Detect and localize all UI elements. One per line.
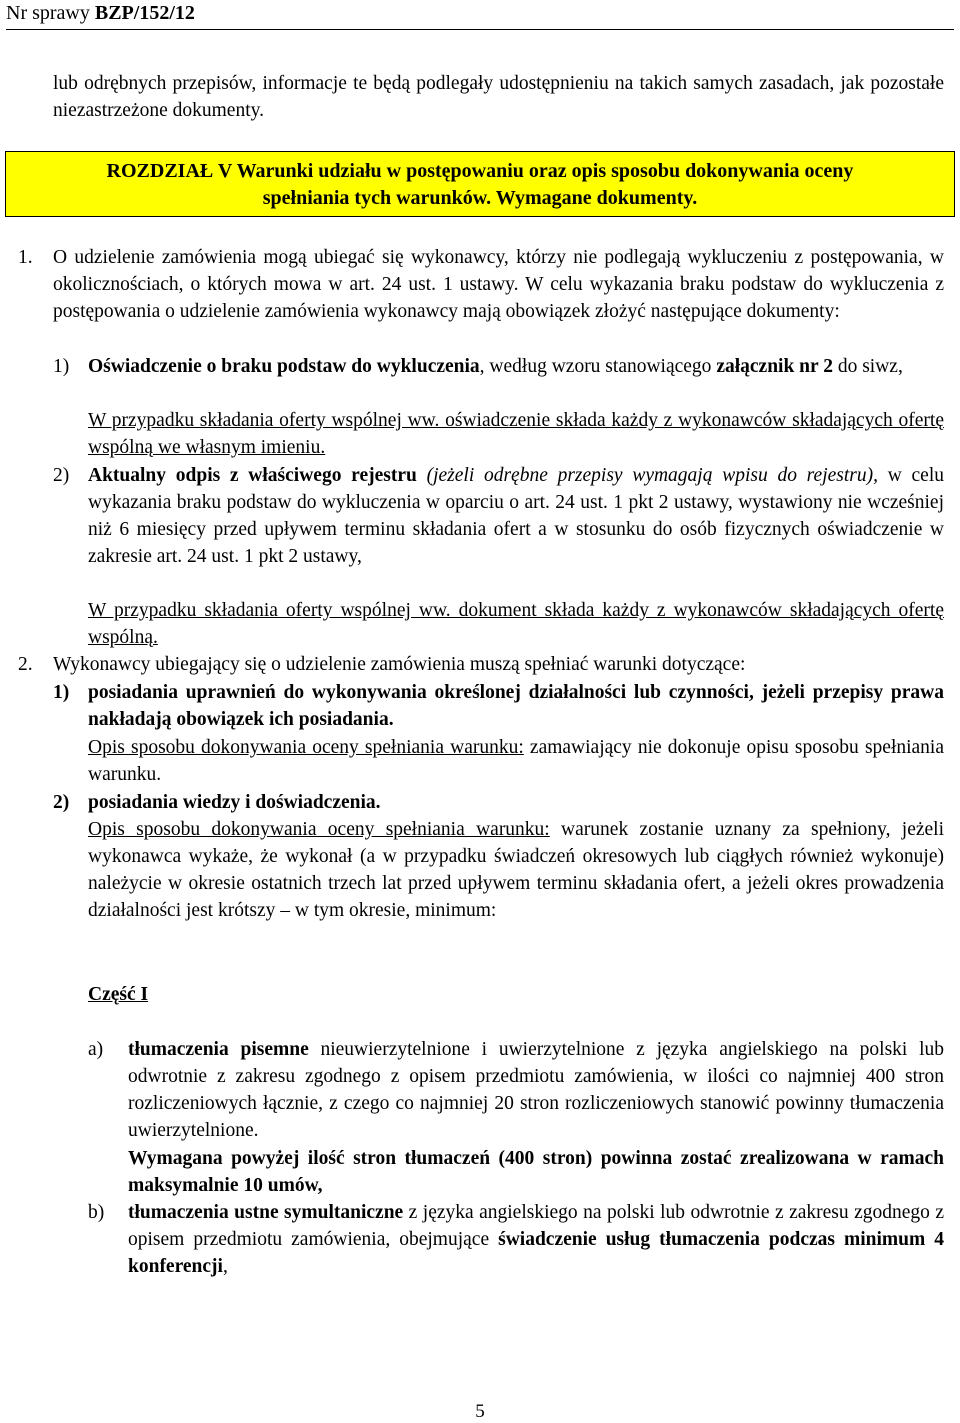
section-2-text: Wykonawcy ubiegający się o udzielenie zamówienia muszą spełniać warunki dotyczące:: [53, 654, 746, 675]
condition-2-title: posiadania wiedzy i doświadczenia.: [88, 792, 381, 813]
case-number: BZP/152/12: [94, 2, 195, 24]
part-a-requirement: Wymagana powyżej ilość stron tłumaczeń (400 stron) powinna zostać zrealizowana w ramach maksymalnie 10 umów,: [128, 1148, 944, 1196]
condition-1-opis-text: zamawiający nie dokonuje opisu sposobu spełniania warunku.: [88, 737, 945, 785]
part-a-bold: tłumaczenia pisemne: [128, 1039, 309, 1060]
item-1-note: W przypadku składania oferty wspólnej ww. oświadczenie składa każdy z wykonawców składających ofertę wspólną we własnym imieniu.: [88, 410, 944, 458]
item-1-end: do siwz,: [832, 356, 903, 377]
item-2-text: [88, 462, 944, 570]
condition-2-number: 2): [53, 792, 70, 813]
page-header: [6, 2, 954, 30]
part-a-label: a): [88, 1039, 104, 1060]
condition-2-opis-text: warunek zostanie uznany za spełniony, jeżeli wykonawca wykaże, że wykonał (a w przypadku świadczeń okresowych lub ciągłych również wykonuje) należycie w okresie ostatnich trzech lat przed upływem terminu składania ofert, a jeżeli okres prowadzenia działalności jest krótszy – w tym okresie, minimum:: [88, 819, 944, 921]
condition-2-opis-label: Opis sposobu dokonywania oceny spełniania warunku:: [88, 819, 550, 840]
part-b-body: z języka angielskiego na polski lub odwrotnie z zakresu zgodnego z opisem przedmiotu zamówienia, obejmujące: [128, 1202, 944, 1250]
item-1-text: [88, 353, 944, 380]
item-1-bold: Oświadczenie o braku podstaw do wykluczenia: [88, 356, 480, 377]
item-2-bold: Aktualny odpis z właściwego rejestru: [88, 465, 417, 486]
item-1-mid: , według wzoru stanowiącego: [479, 356, 717, 377]
item-2-note: W przypadku składania oferty wspólnej ww. dokument składa każdy z wykonawców składających ofertę wspólną.: [88, 600, 944, 648]
chapter-line-2-text: spełniania tych warunków. Wymagane dokumenty.: [262, 187, 698, 209]
condition-2-description: [88, 816, 944, 924]
chapter-line-1: ROZDZIAŁ V Warunki udziału w postępowaniu oraz opis sposobu dokonywania oceny: [106, 160, 854, 182]
part-a-body: nieuwierzytelnione i uwierzytelnione z języka angielskiego na polski lub odwrotnie z zakresu zgodnego z opisem przedmiotu zamówienia, w ilości co najmniej 400 stron rozliczeniowych łącznie, z czego co najmniej 20 stron rozliczeniowych stanowić powinny tłumaczenia uwierzytelnione.: [128, 1039, 944, 1141]
condition-1-title: posiadania uprawnień do wykonywania określonej działalności lub czynności, jeżeli przepisy prawa nakładają obowiązek ich posiadania.: [88, 682, 944, 730]
part-b-end: ,: [222, 1256, 228, 1277]
section-1-text: O udzielenie zamówienia mogą ubiegać się wykonawcy, którzy nie podlegają wykluczeniu z postępowania, w okolicznościach, o których mowa w art. 24 ust. 1 ustawy. W celu wykazania braku podstaw do wykluczenia z postępowania o udzielenie zamówienia wykonawcy mają obowiązek złożyć następujące dokumenty:: [53, 247, 944, 322]
condition-1-description: [88, 734, 944, 788]
condition-1-number: 1): [53, 682, 70, 703]
header-prefix: Nr sprawy: [6, 2, 95, 24]
part-b-bold: tłumaczenia ustne symultaniczne: [128, 1202, 404, 1223]
section-2-number: 2.: [18, 654, 33, 675]
page-number: 5: [475, 1401, 485, 1422]
part-title: Część I: [88, 984, 149, 1005]
item-1-number: 1): [53, 356, 70, 377]
part-b-label: b): [88, 1202, 105, 1223]
item-2-rest: w celu wykazania braku podstaw do wykluczenia w oparciu o art. 24 ust. 1 pkt 2 ustawy, wystawiony nie wcześniej niż 6 miesięcy przed upływem terminu składania ofert a w stosunku do osób fizycznych oświadczenie w zakresie art. 24 ust. 1 pkt 2 ustawy,: [88, 465, 944, 567]
condition-1-opis-label: Opis sposobu dokonywania oceny spełniania warunku:: [88, 737, 524, 758]
section-1-number: 1.: [18, 247, 33, 268]
chapter-heading: [5, 151, 955, 217]
part-b-text: [128, 1199, 944, 1280]
chapter-line-2: [6, 185, 954, 212]
intro-paragraph: lub odrębnych przepisów, informacje te będą podlegały udostępnieniu na takich samych zasadach, jak pozostałe niezastrzeżone dokumenty.: [53, 73, 944, 121]
item-2-number: 2): [53, 465, 70, 486]
item-2-italic: (jeżeli odrębne przepisy wymagają wpisu do rejestru),: [416, 465, 878, 486]
part-b-bold-end: świadczenie usług tłumaczenia podczas minimum 4 konferencji: [128, 1229, 944, 1277]
part-a-text: [128, 1036, 944, 1144]
item-1-bold2: załącznik nr 2: [716, 356, 833, 377]
